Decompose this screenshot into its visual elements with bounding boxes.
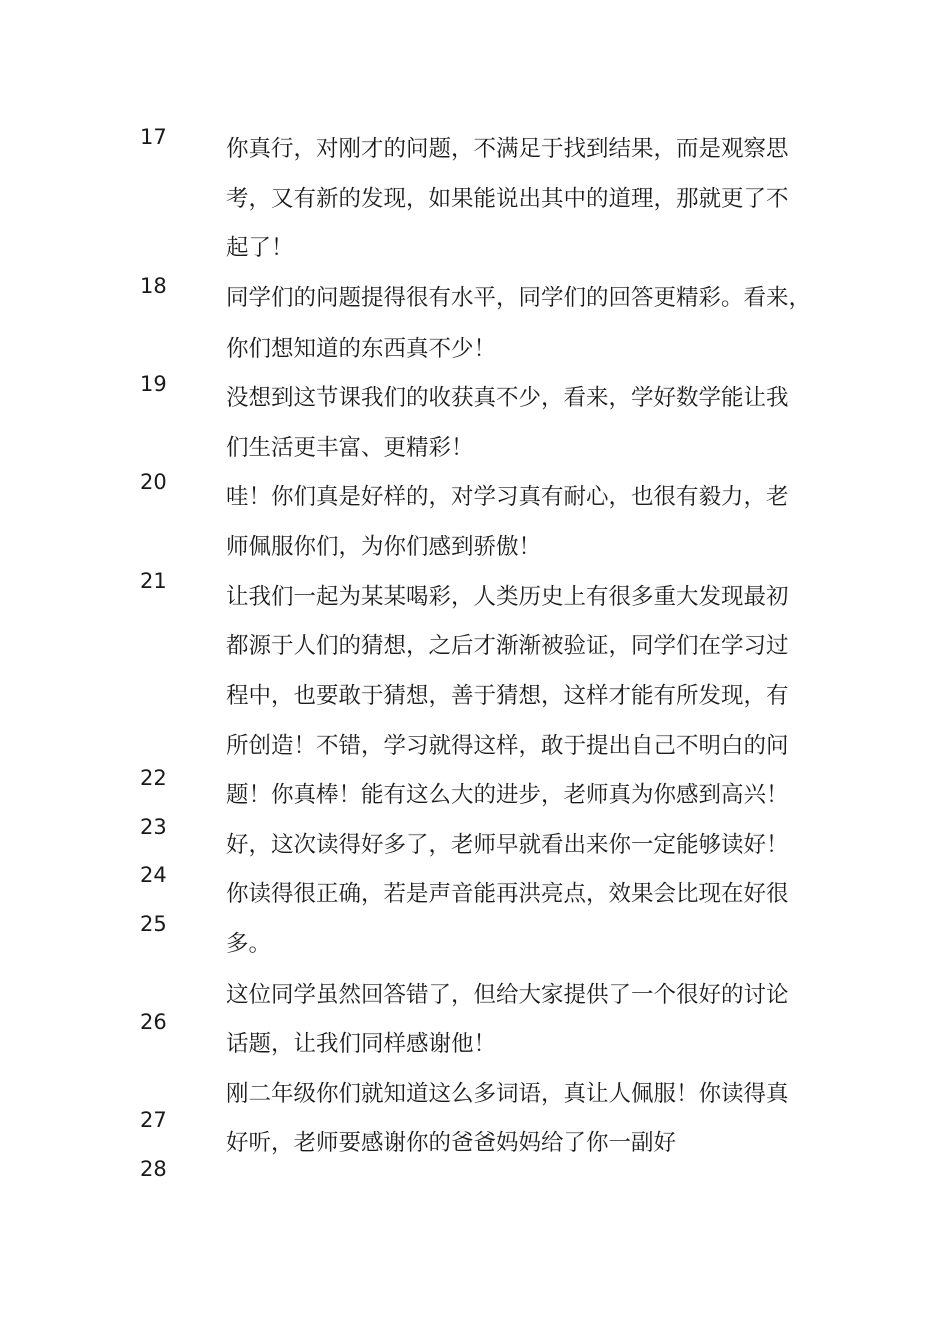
line-number: 27	[140, 1108, 167, 1132]
text-line: 这位同学虽然回答错了，但给大家提供了一个很好的讨论	[226, 982, 789, 1008]
line-number: 21	[140, 569, 167, 593]
text-line: 话题，让我们同样感谢他！	[226, 1031, 497, 1057]
text-line: 同学们的问题提得很有水平，同学们的回答更精彩。看来，	[226, 285, 812, 311]
line-number: 26	[140, 1010, 167, 1034]
text-line: 所创造！不错，学习就得这样，敢于提出自己不明白的问	[226, 733, 789, 759]
text-line: 程中，也要敢于猜想，善于猜想，这样才能有所发现，有	[226, 683, 789, 709]
line-number: 25	[140, 912, 167, 936]
text-line: 考，又有新的发现，如果能说出其中的道理，那就更了不	[226, 186, 789, 212]
text-line: 师佩服你们，为你们感到骄傲！	[226, 534, 542, 560]
text-line: 没想到这节课我们的收获真不少，看来，学好数学能让我	[226, 385, 789, 411]
line-number: 28	[140, 1157, 167, 1181]
text-line: 好，这次读得好多了，老师早就看出来你一定能够读好！	[226, 832, 789, 858]
text-line: 哇！你们真是好样的，对学习真有耐心，也很有毅力，老	[226, 484, 789, 510]
line-number: 18	[140, 274, 167, 298]
text-line: 们生活更丰富、更精彩！	[226, 435, 474, 461]
text-line: 你真行，对刚才的问题，不满足于找到结果，而是观察思	[226, 136, 789, 162]
text-line: 你们想知道的东西真不少！	[226, 336, 497, 362]
line-number: 22	[140, 766, 167, 790]
text-line: 刚二年级你们就知道这么多词语，真让人佩服！你读得真	[226, 1081, 789, 1107]
line-number: 23	[140, 815, 167, 839]
line-number: 19	[140, 372, 167, 396]
text-line: 题！你真棒！能有这么大的进步，老师真为你感到高兴！	[226, 782, 789, 808]
text-line: 多。	[226, 931, 272, 957]
text-line: 起了！	[226, 235, 294, 261]
line-number: 20	[140, 470, 167, 494]
line-number: 24	[140, 863, 167, 887]
text-line: 好听，老师要感谢你的爸爸妈妈给了你一副好	[226, 1130, 677, 1156]
text-line: 让我们一起为某某喝彩，人类历史上有很多重大发现最初	[226, 584, 789, 610]
text-line: 你读得很正确，若是声音能再洪亮点，效果会比现在好很	[226, 881, 789, 907]
line-number: 17	[140, 125, 167, 149]
text-line: 都源于人们的猜想，之后才渐渐被验证，同学们在学习过	[226, 633, 789, 659]
